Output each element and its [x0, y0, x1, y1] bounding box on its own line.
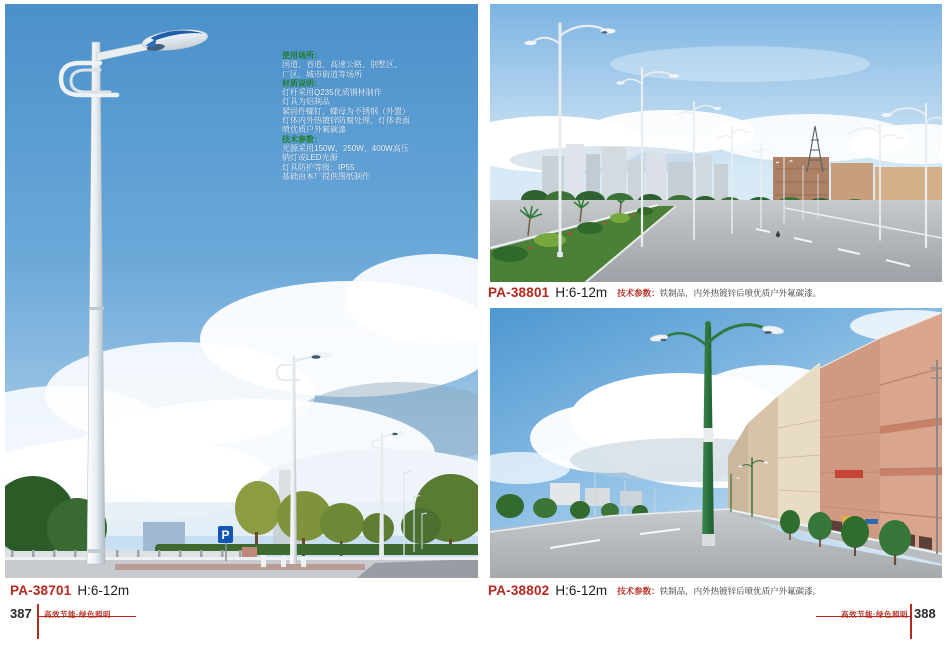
spec-usage-label: 使用场所：: [282, 51, 322, 60]
spec-tech-line: 基础由本厂提供图纸制作: [282, 171, 370, 181]
product-height: H:6-12m: [77, 583, 130, 598]
street-scene-shophouses: [490, 308, 942, 578]
spec-tech-line: 光源采用150W、250W、400W高压: [282, 143, 409, 153]
footer-divider-right: [910, 604, 912, 639]
footer-slogan-left: [39, 604, 136, 617]
spec-label: 技术参数：: [617, 287, 660, 298]
spec-material-line: 灯杆采用Q235优质钢材制作: [282, 88, 382, 98]
ground: [5, 555, 478, 578]
footer-slogan-right: [816, 604, 910, 617]
page-number-right: 388: [914, 606, 936, 621]
spec-material-line: 紧固件螺钉、螺母为不锈钢（外置）: [282, 106, 410, 116]
spec-text: 铁制品，内外热镀锌后喷优质户外氟碳漆。: [659, 287, 822, 298]
caption-pa-38701: [10, 582, 129, 598]
product-height: H:6-12m: [555, 285, 608, 300]
caption-spec: [617, 288, 821, 298]
product-height: H:6-12m: [555, 583, 608, 598]
product-model: PA-38802: [488, 583, 550, 598]
caption-pa-38801: [488, 284, 821, 300]
spec-text: 铁制品，内外热镀锌后喷优质户外氟碳漆。: [659, 585, 822, 596]
street-scene-avenue: [490, 4, 942, 282]
spec-usage-line: 国道、省道、高速公路、别墅区、: [282, 60, 402, 70]
spec-overlay: [282, 51, 472, 181]
spec-tech-label: 技术参数：: [282, 134, 322, 144]
slogan-text: 高效节能·绿色照明: [44, 610, 111, 619]
spec-material-line: 喷优质户外氟碳漆: [282, 125, 346, 135]
photo-pa-38701: [5, 4, 478, 578]
spec-material-line: 灯体内外热镀锌防腐处理，灯体表面: [282, 116, 410, 126]
photo-pa-38802: [490, 308, 942, 578]
spec-tech-line: 钠灯或LED光源: [282, 153, 338, 163]
caption-spec: [617, 586, 821, 596]
spec-tech-line: 灯具防护等级：IP55: [282, 162, 355, 172]
spec-material-label: 材质说明：: [282, 78, 322, 88]
product-model: PA-38701: [10, 583, 72, 598]
slogan-text: 高效节能·绿色照明: [841, 610, 908, 619]
caption-pa-38802: [488, 582, 821, 598]
parking-sign-letter: P: [221, 528, 230, 542]
spec-usage-line: 厂区、城市街道等场所: [282, 69, 362, 79]
spec-material-line: 灯具为铝制品: [282, 97, 330, 107]
product-model: PA-38801: [488, 285, 550, 300]
page-number-left: 387: [10, 606, 32, 621]
spec-label: 技术参数：: [617, 585, 660, 596]
photo-pa-38801: [490, 4, 942, 282]
